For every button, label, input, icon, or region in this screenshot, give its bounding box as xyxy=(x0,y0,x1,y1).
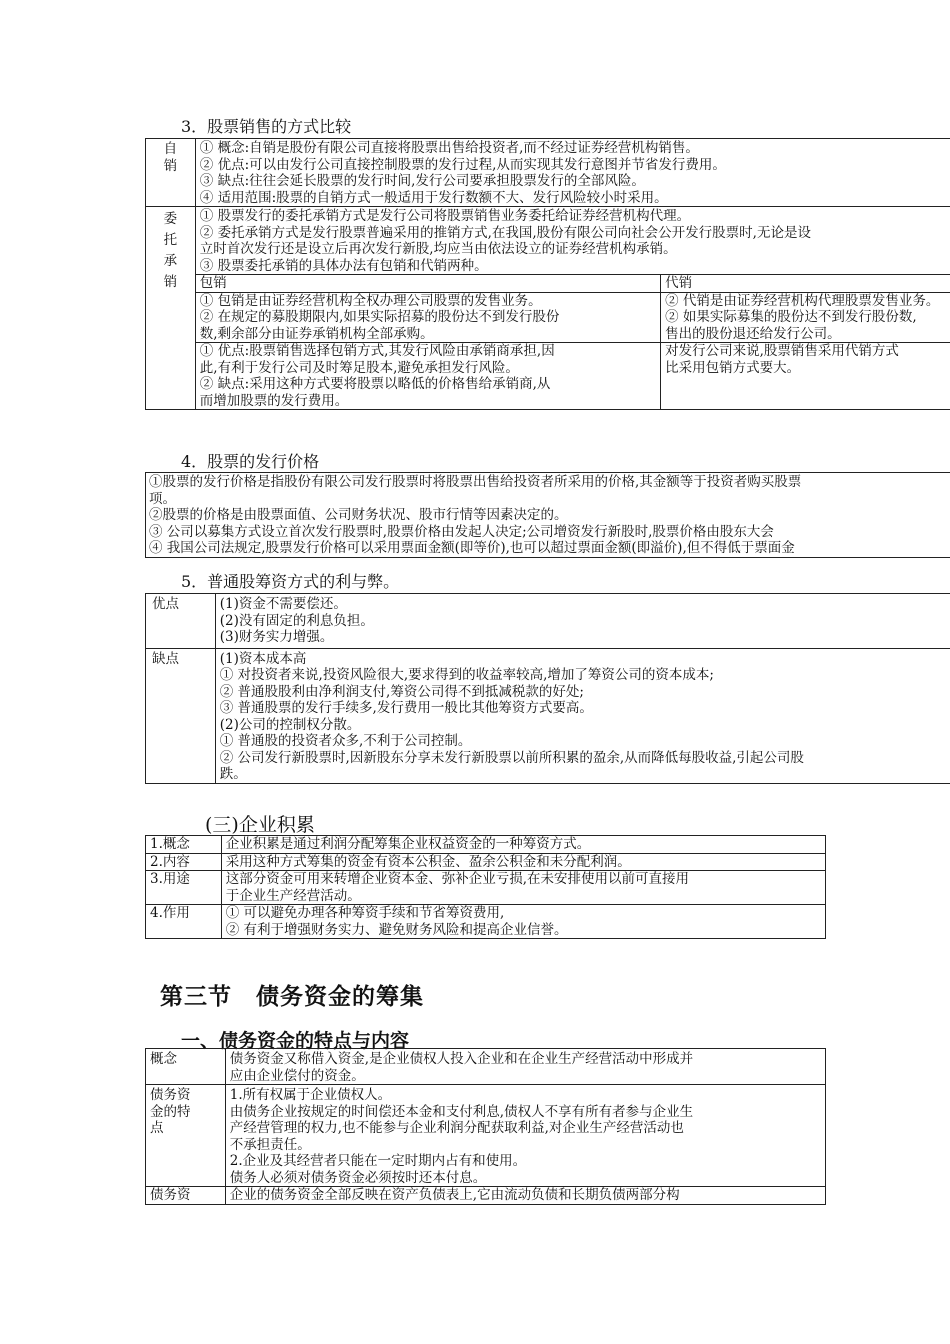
advantages-content: (1)资金不需要偿还。 (2)没有固定的利息负担。 (3)财务实力增强。 xyxy=(215,594,950,649)
pros-cons-table xyxy=(145,593,950,784)
section-title: 第三节 债务资金的筹集 xyxy=(160,984,424,1010)
daixiao-pros-cons: 对发行公司来说,股票销售采用代销方式 比采用包销方式要大。 xyxy=(661,343,950,410)
row-content: 1.所有权属于企业债权人。 由债务企业按规定的时间偿还本金和支付利息,债权人不享有所有者参与企业生 产经营管理的权力,也不能参与企业利润分配获取利益,对企业生产经营活动也 不承担责任。 2.企业及其经营者只能在一定时期内占有和使用。 债务人必须对债务资金必须按时还本付息。 xyxy=(225,1085,825,1187)
heading-accumulation: (三)企业积累 xyxy=(205,814,315,836)
row-label: 债务资 xyxy=(146,1187,226,1205)
issue-price-content: ①股票的发行价格是指股份有限公司发行股票时将股票出售给投资者所采用的价格,其金额等于投资者购买股票 项。 ②股票的价格是由股票面值、公司财务状况、股市行情等因素决定的。 ③ 公司以募集方式设立首次发行股票时,股票价格由发起人决定;公司增资发行新股时,股票价格由股东大会 ④ 我国公司法规定,股票发行价格可以采用票面金额(即等价),也可以超过票面金额(即溢价),但不得低于票面金 xyxy=(146,473,950,558)
row-label: 3.用途 xyxy=(146,871,222,905)
row-content: 采用这种方式筹集的资金有资本公积金、盈余公积金和未分配利润。 xyxy=(221,853,825,871)
row-label: 4.作用 xyxy=(146,905,222,939)
row-content: 这部分资金可用来转增企业资本金、弥补企业亏损,在未安排使用以前可直接用 于企业生产经营活动。 xyxy=(221,871,825,905)
table-row xyxy=(146,836,826,854)
table-row xyxy=(146,1085,826,1187)
baoxiao-header: 包销 xyxy=(195,275,660,293)
row-content: 企业的债务资金全部反映在资产负债表上,它由流动负债和长期负债两部分构 xyxy=(225,1187,825,1205)
issue-price-table xyxy=(145,472,950,558)
zixiao-content: ① 概念:自销是股份有限公司直接将股票出售给投资者,而不经过证券经营机构销售。 ② 优点:可以由发行公司直接控制股票的发行过程,从而实现其发行意图并节省发行费用。 ③ 缺点:往往会延长股票的发行时间,发行公司要承担股票发行的全部风险。 ④ 适用范围:股票的自销方式一般适用于发行数额不大、发行风险较小时采用。 xyxy=(195,139,950,207)
daixiao-definition: ② 代销是由证券经营机构代理股票发售业务。 ② 如果实际募集的股份达不到发行股份数, 售出的股份退还给发行公司。 xyxy=(661,292,950,343)
sales-method-table xyxy=(145,138,950,410)
weituo-row xyxy=(146,207,950,275)
table-row xyxy=(146,1049,826,1085)
heading-3: 3．股票销售的方式比较 xyxy=(181,117,352,136)
table-row xyxy=(146,853,826,871)
table-row xyxy=(146,905,826,939)
table-row xyxy=(146,1187,826,1205)
baoxiao-pros-cons: ① 优点:股票销售选择包销方式,其发行风险由承销商承担,因 此,有利于发行公司及时筹足股本,避免承担发行风险。 ② 缺点:采用这种方式要将股票以略低的价格售给承销商,从 而增加股票的发行费用。 xyxy=(195,343,660,410)
row-label: 债务资 金的特 点 xyxy=(146,1085,226,1187)
baoxiao-definition: ① 包销是由证券经营机构全权办理公司股票的发售业务。 ② 在规定的募股期限内,如果实际招募的股份达不到发行股份 数,剩余部分由证券承销机构全部承购。 xyxy=(195,292,660,343)
heading-5: 5．普通股筹资方式的利与弊。 xyxy=(181,572,400,591)
zixiao-label: 自 销 xyxy=(146,139,196,207)
subsection-title: 一、债务资金的特点与内容 xyxy=(181,1030,410,1052)
zixiao-row xyxy=(146,139,950,207)
table-row xyxy=(146,871,826,905)
row-content: ① 可以避免办理各种筹资手续和节省筹资费用, ② 有利于增强财务实力、避免财务风险和提高企业信誉。 xyxy=(221,905,825,939)
row-content: 企业积累是通过利润分配筹集企业权益资金的一种筹资方式。 xyxy=(221,836,825,854)
heading-4: 4．股票的发行价格 xyxy=(181,452,320,471)
weituo-content: ① 股票发行的委托承销方式是发行公司将股票销售业务委托给证券经营机构代理。 ② 委托承销方式是发行股票普遍采用的推销方式,在我国,股份有限公司向社会公开发行股票时,无论是设 立时首次发行还是设立后再次发行新股,均应当由依法设立的证券经营机构承销。 ③ 股票委托承销的具体办法有包销和代销两种。 xyxy=(195,207,950,275)
debt-table xyxy=(145,1048,826,1205)
disadvantages-label: 缺点 xyxy=(146,648,216,783)
daixiao-header: 代销 xyxy=(661,275,950,293)
row-label: 1.概念 xyxy=(146,836,222,854)
row-label: 2.内容 xyxy=(146,853,222,871)
disadvantages-content: (1)资本成本高 ① 对投资者来说,投资风险很大,要求得到的收益率较高,增加了筹资公司的资本成本; ② 普通股股利由净利润支付,筹资公司得不到抵减税款的好处; ③ 普通股票的发行手续多,发行费用一般比其他筹资方式要高。 (2)公司的控制权分散。 ① 普通股的投资者众多,不利于公司控制。 ② 公司发行新股票时,因新股东分享未发行新股票以前所积累的盈余,从而降低每股收益,引起公司股 跌。 xyxy=(215,648,950,783)
weituo-label: 委 托 承 销 xyxy=(146,207,196,410)
row-content: 债务资金又称借入资金,是企业债权人投入企业和在企业生产经营活动中形成并 应由企业偿付的资金。 xyxy=(225,1049,825,1085)
advantages-label: 优点 xyxy=(146,594,216,649)
row-label: 概念 xyxy=(146,1049,226,1085)
accumulation-table xyxy=(145,835,826,939)
